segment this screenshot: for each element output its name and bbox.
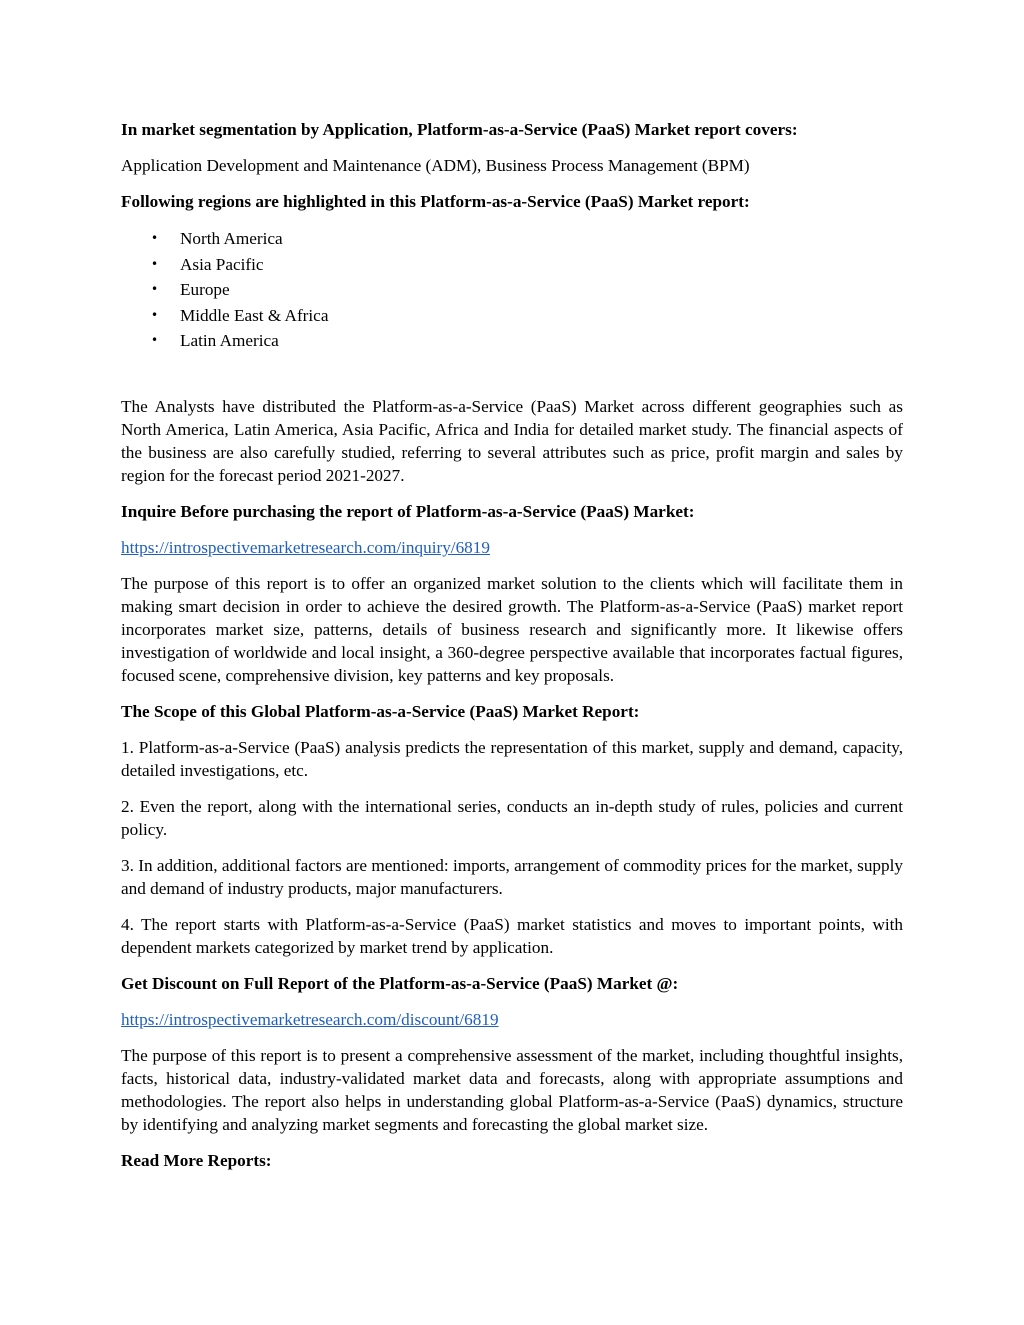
document-page xyxy=(121,118,903,1185)
list-item xyxy=(121,303,903,329)
analysts-paragraph: The Analysts have distributed the Platform-as-a-Service (PaaS) Market across different geographies such as North America, Latin America, Asia Pacific, Africa and India for detailed market study. The financial aspects of the business are also carefully studied, referring to several attributes such as price, profit margin and sales by region for the forecast period 2021-2027. xyxy=(121,396,903,485)
bullet-icon: • xyxy=(151,231,159,245)
application-heading: In market segmentation by Application, Platform-as-a-Service (PaaS) Market report covers: xyxy=(121,120,798,139)
scope-point-1: 1. Platform-as-a-Service (PaaS) analysis predicts the representation of this market, supply and demand, capacity, detailed investigations, etc. xyxy=(121,737,903,780)
region-label: Asia Pacific xyxy=(180,254,264,274)
discount-heading: Get Discount on Full Report of the Platform-as-a-Service (PaaS) Market @: xyxy=(121,973,679,993)
bullet-icon: • xyxy=(151,282,159,297)
regions-heading: Following regions are highlighted in this Platform-as-a-Service (PaaS) Market report: xyxy=(121,192,750,211)
regions-list xyxy=(121,226,903,354)
scope-heading: The Scope of this Global Platform-as-a-Service (PaaS) Market Report: xyxy=(121,701,640,721)
list-item xyxy=(121,226,903,252)
list-item xyxy=(121,252,903,278)
list-item xyxy=(121,328,903,354)
list-item xyxy=(121,277,903,303)
region-label: Europe xyxy=(180,280,230,300)
bullet-icon: • xyxy=(151,256,159,271)
region-label: Middle East & Africa xyxy=(180,305,329,325)
purpose-paragraph-1: The purpose of this report is to offer an organized market solution to the clients which will facilitate them in making smart decision in order to achieve the desired growth. The Platform-as-a-Service (PaaS) market report incorporates market size, patterns, details of business research and significantly more. It likewise offers investigation of worldwide and local insight, a 360-degree perspective available that incorporates factual figures, focused scene, comprehensive division, key patterns and key proposals. xyxy=(121,573,903,685)
scope-point-3: 3. In addition, additional factors are mentioned: imports, arrangement of commodity prices for the market, supply and demand of industry products, major manufacturers. xyxy=(121,855,903,898)
bullet-icon: • xyxy=(151,307,159,322)
bullet-icon: • xyxy=(151,333,159,348)
purpose-paragraph-2: The purpose of this report is to present a comprehensive assessment of the market, including thoughtful insights, facts, historical data, industry-validated market data and forecasts, along with appropriate assumptions and methodologies. The report also helps in understanding global Platform-as-a-Service (PaaS) dynamics, structure by identifying and analyzing market segments and forecasting the global market size. xyxy=(121,1045,903,1134)
scope-point-2: 2. Even the report, along with the international series, conducts an in-depth study of rules, policies and current policy. xyxy=(121,796,903,839)
application-text: Application Development and Maintenance (ADM), Business Process Management (BPM) xyxy=(121,156,750,175)
scope-point-4: 4. The report starts with Platform-as-a-Service (PaaS) market statistics and moves to important points, with dependent markets categorized by market trend by application. xyxy=(121,914,903,957)
inquire-heading: Inquire Before purchasing the report of Platform-as-a-Service (PaaS) Market: xyxy=(121,501,695,521)
inquiry-link[interactable]: https://introspectivemarketresearch.com/inquiry/6819 xyxy=(121,537,490,557)
read-more-heading: Read More Reports: xyxy=(121,1150,272,1170)
region-label: North America xyxy=(180,229,283,248)
region-label: Latin America xyxy=(180,331,279,351)
discount-link[interactable]: https://introspectivemarketresearch.com/discount/6819 xyxy=(121,1009,499,1029)
